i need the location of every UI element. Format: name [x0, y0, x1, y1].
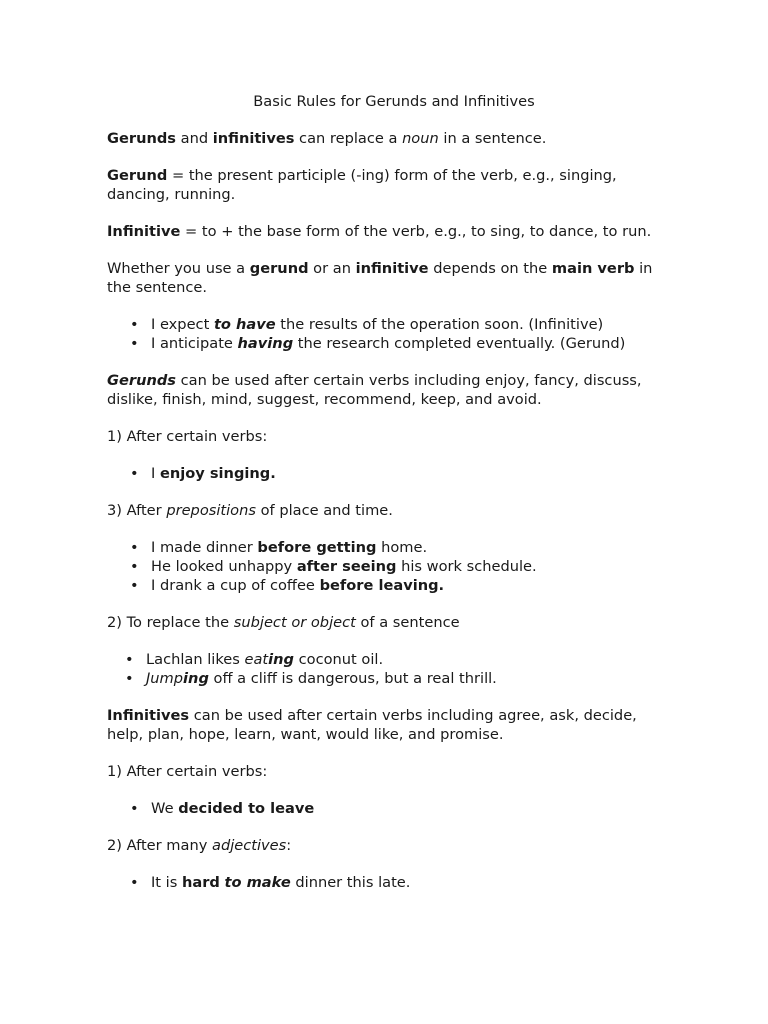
section-heading: [107, 501, 667, 520]
text: It is: [151, 874, 182, 891]
bold-italic-text: Gerunds: [107, 372, 176, 389]
bold-text: enjoy singing.: [159, 465, 276, 482]
infinitive-definition: [107, 222, 667, 241]
bullet-icon: •: [130, 800, 139, 817]
bullet-icon: •: [125, 651, 134, 668]
list-item: [130, 315, 667, 334]
section-heading: [107, 613, 667, 632]
text: 2) After many: [107, 837, 212, 854]
document-title: Basic Rules for Gerunds and Infinitives: [253, 93, 535, 110]
text: I: [151, 465, 160, 482]
term-gerunds: Gerunds: [107, 130, 176, 147]
list-item: [130, 576, 667, 595]
text: He looked unhappy: [151, 558, 297, 575]
bold-text: hard: [181, 874, 220, 891]
intro-paragraph: [107, 129, 667, 148]
text: and: [176, 130, 213, 147]
example-list-4: [107, 650, 667, 688]
bold-italic-text: to make: [224, 874, 291, 891]
list-item: [125, 650, 667, 669]
list-item: [130, 557, 667, 576]
text: of a sentence: [355, 614, 460, 631]
bold-italic-text: ing: [183, 670, 209, 687]
list-item: [130, 334, 667, 353]
text: = the present participle (-ing) form of the verb, e.g., singing, dancing, running.: [107, 167, 617, 203]
bold-text: after seeing: [296, 558, 397, 575]
section-heading: [107, 836, 667, 855]
list-item: [125, 669, 667, 688]
text: I made dinner: [151, 539, 258, 556]
text: We: [151, 800, 179, 817]
list-item: [130, 538, 667, 557]
example-list-5: [107, 799, 667, 818]
section-heading: 1) After certain verbs:: [107, 763, 268, 780]
text: in a sentence.: [438, 130, 547, 147]
text: coconut oil.: [294, 651, 384, 668]
italic-text: subject or object: [233, 614, 356, 631]
term-noun: noun: [402, 130, 439, 147]
example-list-2: [107, 464, 667, 483]
bullet-icon: •: [130, 316, 139, 333]
bullet-icon: •: [130, 874, 139, 891]
list-item: [130, 799, 667, 818]
usage-paragraph: [107, 259, 667, 297]
bold-text: gerund: [249, 260, 309, 277]
text: home.: [376, 539, 428, 556]
list-item: [130, 873, 667, 892]
example-list-3: [107, 538, 667, 595]
bold-text: before getting: [257, 539, 377, 556]
text: 2) To replace the: [107, 614, 234, 631]
text: the research completed eventually. (Gerund): [293, 335, 626, 352]
bullet-icon: •: [130, 577, 139, 594]
bullet-icon: •: [130, 335, 139, 352]
text: or an: [308, 260, 356, 277]
term-infinitives: infinitives: [212, 130, 295, 147]
bold-italic-text: to have: [213, 316, 276, 333]
term-infinitive: Infinitive: [107, 223, 181, 240]
list-item: [130, 464, 667, 483]
bold-text: decided to leave: [178, 800, 315, 817]
bold-text: Infinitives: [107, 707, 190, 724]
text: I drank a cup of coffee: [151, 577, 320, 594]
italic-text: Jump: [146, 670, 184, 687]
text: :: [286, 837, 292, 854]
text: 3) After: [107, 502, 167, 519]
text: dinner this late.: [290, 874, 411, 891]
text: can replace a: [294, 130, 403, 147]
italic-text: adjectives: [212, 837, 287, 854]
section-heading: 1) After certain verbs:: [107, 428, 268, 445]
example-list-6: [107, 873, 667, 892]
text: I expect: [151, 316, 214, 333]
bold-italic-text: having: [237, 335, 294, 352]
italic-text: eat: [244, 651, 269, 668]
bullet-icon: •: [125, 670, 134, 687]
bold-italic-text: ing: [268, 651, 294, 668]
text: depends on the: [428, 260, 552, 277]
text: in the sentence.: [107, 260, 653, 296]
gerund-definition: [107, 166, 667, 204]
text: Lachlan likes: [146, 651, 245, 668]
bullet-icon: •: [130, 558, 139, 575]
bold-text: before leaving.: [319, 577, 445, 594]
text: can be used after certain verbs including enjoy, fancy, discuss, dislike, finish, mind, suggest, recommend, keep, and avoid.: [107, 372, 642, 408]
text: of place and time.: [255, 502, 393, 519]
text: I anticipate: [151, 335, 238, 352]
text: off a cliff is dangerous, but a real thrill.: [208, 670, 497, 687]
term-gerund: Gerund: [107, 167, 168, 184]
example-list-1: [107, 315, 667, 353]
document-page: [107, 92, 667, 910]
gerund-verbs-paragraph: [107, 371, 667, 409]
italic-text: prepositions: [166, 502, 256, 519]
text: the results of the operation soon. (Infinitive): [275, 316, 604, 333]
text: Whether you use a: [107, 260, 250, 277]
text: his work schedule.: [396, 558, 537, 575]
bold-text: main verb: [551, 260, 635, 277]
infinitive-verbs-paragraph: [107, 706, 667, 744]
text: = to + the base form of the verb, e.g., to sing, to dance, to run.: [180, 223, 652, 240]
bold-text: infinitive: [355, 260, 429, 277]
bullet-icon: •: [130, 539, 139, 556]
text: can be used after certain verbs including agree, ask, decide, help, plan, hope, learn, want, would like, and promise.: [107, 707, 637, 743]
bullet-icon: •: [130, 465, 139, 482]
